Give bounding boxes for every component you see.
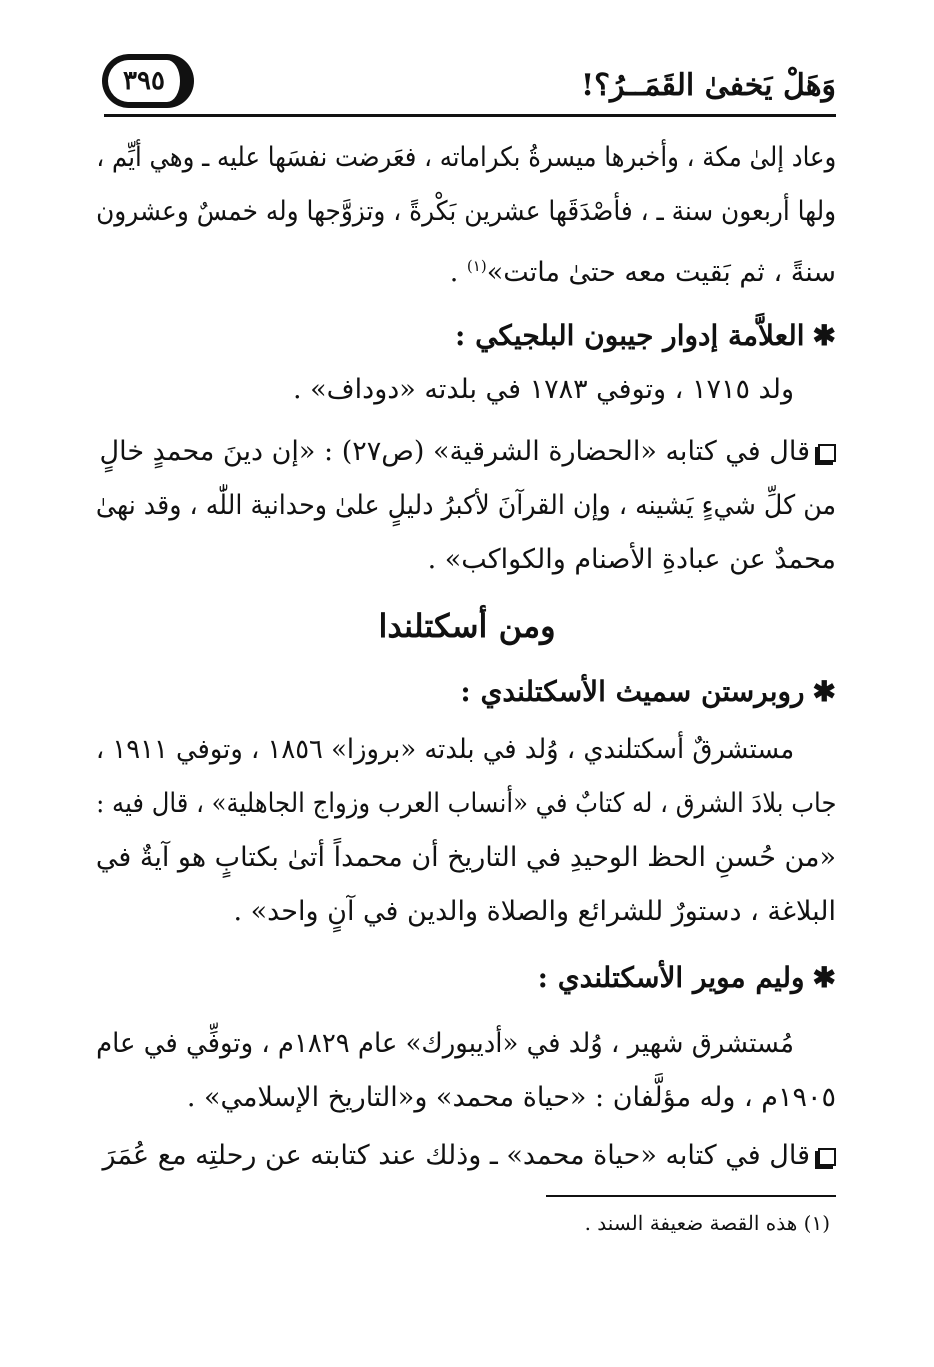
quote-line: محمدٌ عن عبادةِ الأصنام والكواكب» . bbox=[427, 544, 836, 575]
person-heading-smith bbox=[460, 672, 836, 712]
quote-line: «من حُسنِ الحظ الوحيدِ في التاريخ أن محمداً أتىٰ بكتابٍ هو آيةٌ في bbox=[95, 842, 836, 873]
bio-line: مستشرقٌ أسكتلندي ، وُلد في بلدته «بروزا» ١٨٥٦ ، وتوفي ١٩١١ ، bbox=[95, 734, 794, 765]
section-title: ومن أسكتلندا bbox=[378, 607, 556, 645]
page-number: ٣٩٥ bbox=[123, 66, 165, 96]
quote-text: قال في كتابه «حياة محمد» ـ وذلك عند كتابته عن رحلتِه مع عُمَرَ bbox=[102, 1140, 810, 1171]
quote-line bbox=[103, 1136, 836, 1176]
heading-text: روبرستن سميث الأسكتلندي : bbox=[460, 675, 805, 708]
quote-line: البلاغة ، دستورٌ للشرائع والصلاة والدين في آنٍ واحد» . bbox=[233, 896, 836, 927]
footnote-rule bbox=[546, 1195, 836, 1197]
person-heading-gibbon bbox=[455, 316, 836, 356]
text-line bbox=[450, 246, 836, 293]
quote-line: من كلِّ شيءٍ يَشينه ، وإن القرآنَ لأكبرُ دليلٍ علىٰ وحدانية اللّٰه ، وقد نهىٰ bbox=[95, 490, 836, 521]
person-heading-muir bbox=[538, 958, 836, 998]
bio-line: ولد ١٧١٥ ، وتوفي ١٧٨٣ في بلدته «دوداف» . bbox=[293, 374, 794, 405]
text-line: وعاد إلىٰ مكة ، وأخبرها ميسرةُ بكراماته ، فعَرضت نفسَها عليه ـ وهي أيِّم ، bbox=[96, 142, 836, 173]
footnote: (١) هذه القصة ضعيفة السند . bbox=[584, 1211, 830, 1235]
quote-box-icon bbox=[818, 444, 836, 462]
bio-line: ١٩٠٥م ، وله مؤلَّفان : «حياة محمد» و«التاريخ الإسلامي» . bbox=[186, 1082, 836, 1113]
quote-text: قال في كتابه «الحضارة الشرقية» (ص٢٧) : «إن دينَ محمدٍ خالٍ bbox=[99, 436, 810, 467]
page-number-badge bbox=[102, 54, 194, 108]
quote-box-icon bbox=[818, 1148, 836, 1166]
text-line: ولها أربعون سنة ـ ، فأصْدَقَها عشرين بَكْرةً ، وتزوَّجها وله خمسٌ وعشرون bbox=[95, 196, 836, 227]
text-line-body: سنةً ، ثم بَقيت معه حتىٰ ماتت» bbox=[486, 257, 836, 288]
text-line-end: . bbox=[449, 257, 467, 288]
running-head-title: وَهَلْ يَخفىٰ القَمَــرُ؟! bbox=[580, 68, 836, 103]
bio-line: جاب بلادَ الشرق ، له كتابٌ في «أنساب العرب وزواج الجاهلية» ، قال فيه : bbox=[95, 788, 836, 819]
header-rule bbox=[104, 114, 836, 117]
bio-line: مُستشرق شهير ، وُلد في «أديبورك» عام ١٨٢٩م ، وتوفِّي في عام bbox=[96, 1028, 794, 1059]
asterisk-icon: ✱ bbox=[812, 319, 836, 352]
heading-text: وليم موير الأسكتلندي : bbox=[537, 961, 805, 994]
asterisk-icon: ✱ bbox=[812, 675, 836, 708]
heading-text: العلاَّمة إدوار جيبون البلجيكي : bbox=[455, 319, 805, 352]
footnote-ref: (١) bbox=[466, 257, 487, 275]
quote-line bbox=[100, 432, 836, 472]
asterisk-icon: ✱ bbox=[812, 961, 836, 994]
